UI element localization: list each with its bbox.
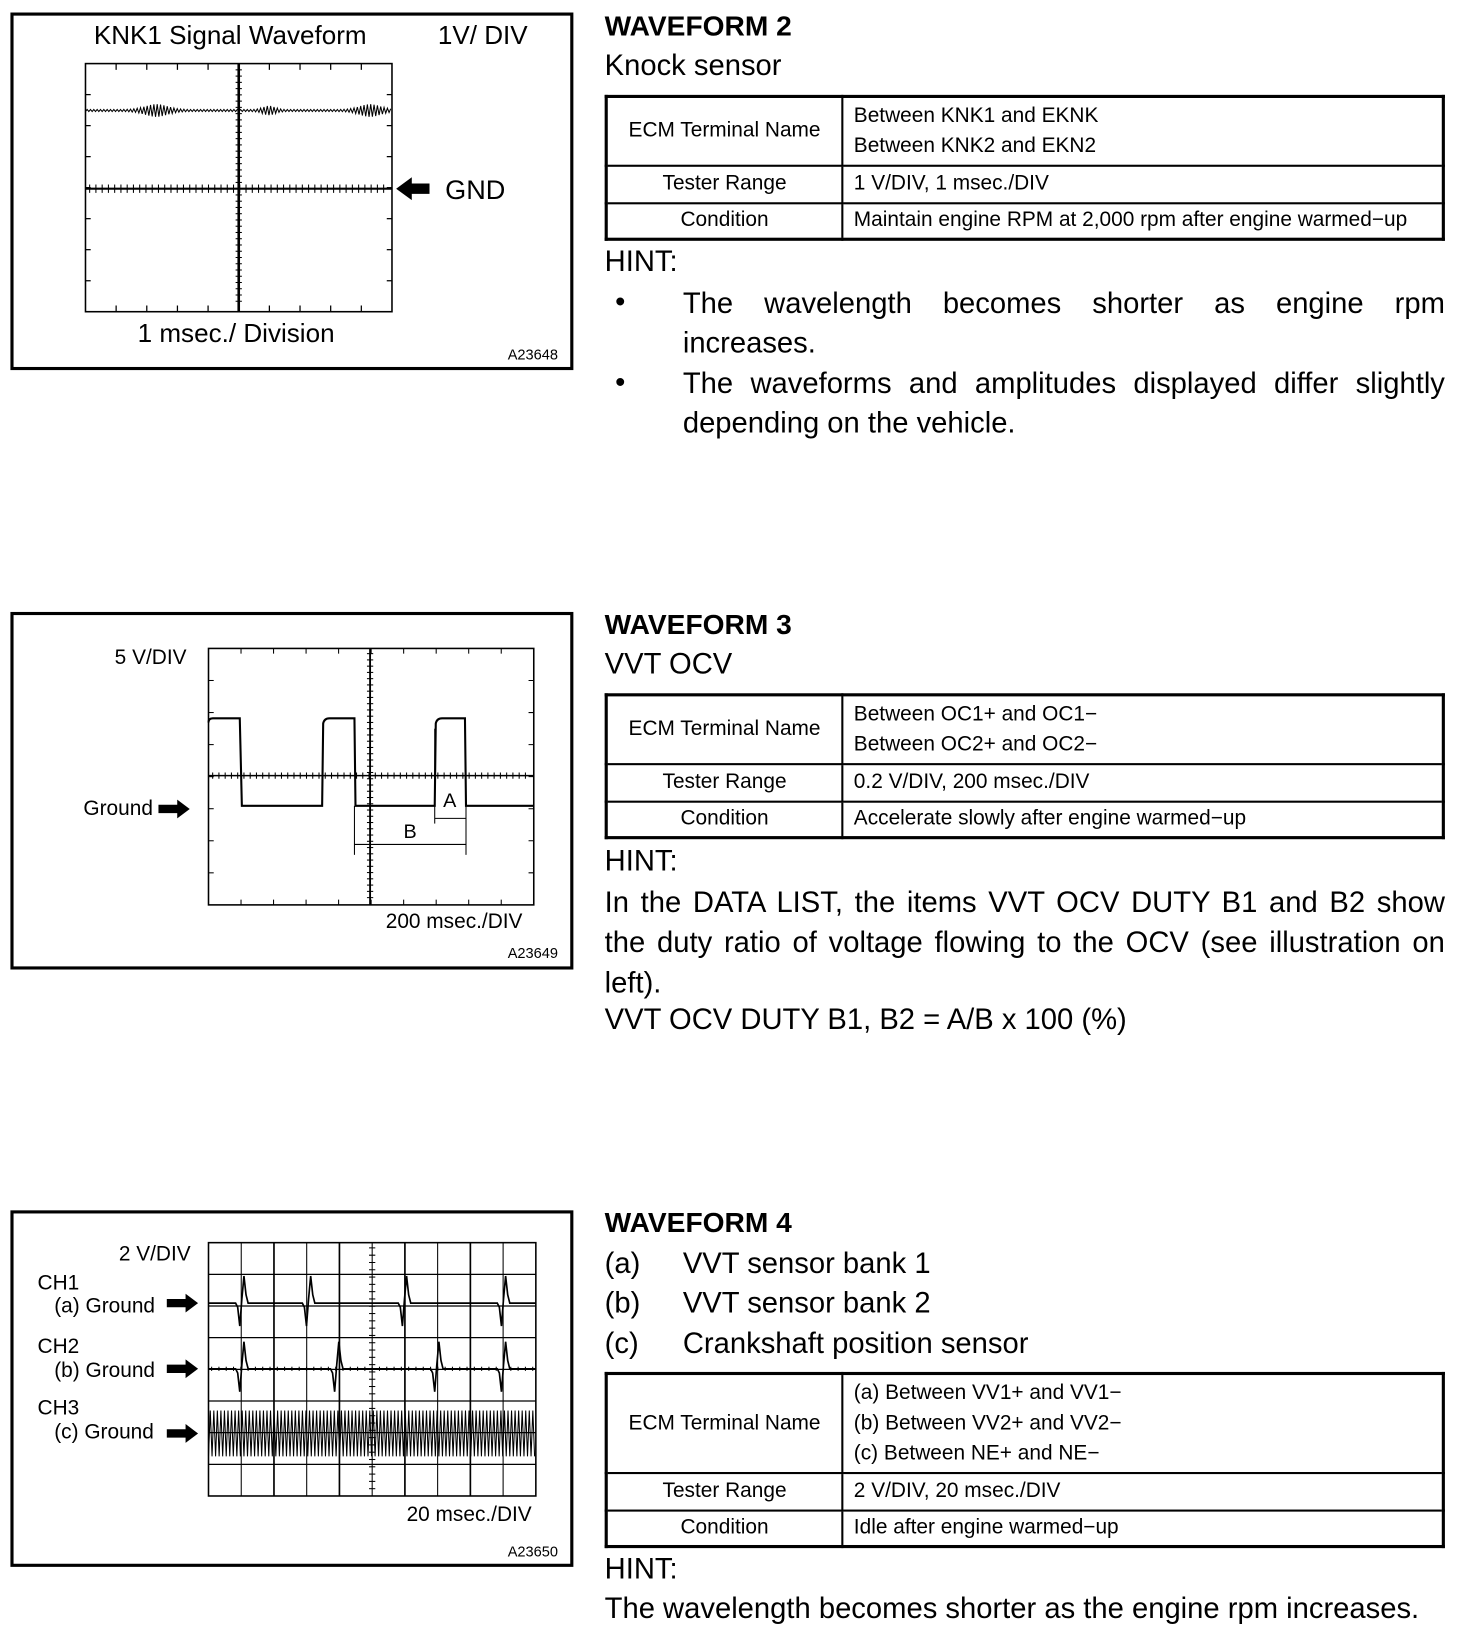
dimension-a-label: A [443, 790, 457, 813]
value-tester-range: 1 V/DIV, 1 msec./DIV [842, 165, 1443, 203]
value-ecm-terminal [842, 1373, 1443, 1472]
label-ecm-terminal: ECM Terminal Name [606, 695, 842, 764]
item-text: VVT sensor bank 1 [682, 1246, 931, 1280]
waveform2-heading: WAVEFORM 2 [604, 10, 792, 42]
value-line: (c) Between NE+ and NE− [853, 1441, 1100, 1465]
ch3-ground-arrow-icon [167, 1424, 198, 1443]
hint-bullet: The waveforms and amplitudes displayed differ slightly depending on the vehicle. [682, 366, 1445, 440]
hint-label: HINT: [604, 1552, 678, 1585]
time-division-label: 1 msec./ Division [137, 319, 335, 349]
bullet-icon: • [615, 285, 626, 318]
figure-scale: 5 V/DIV [114, 646, 187, 670]
ocv-waveform-plot [0, 599, 584, 974]
ground-arrow-icon [158, 800, 189, 819]
label-ecm-terminal: ECM Terminal Name [606, 96, 842, 165]
duty-formula: VVT OCV DUTY B1, B2 = A/B x 100 (%) [604, 1002, 1127, 1036]
value-condition: Maintain engine RPM at 2,000 rpm after engine warmed−up [842, 203, 1443, 239]
ch3-label: CH3 [37, 1396, 80, 1420]
hint-text: In the DATA LIST, the items VVT OCV DUTY B1 and B2 show the duty ratio of voltage flowing to the OCV (see illustration on left). [604, 886, 1445, 999]
ch1-label: CH1 [37, 1271, 80, 1295]
label-tester-range: Tester Range [606, 165, 842, 203]
figure-id: A23648 [507, 346, 559, 363]
label-condition: Condition [606, 203, 842, 239]
waveform2-subtitle: Knock sensor [604, 48, 782, 82]
item-text: VVT sensor bank 2 [682, 1286, 931, 1319]
ch2-label: CH2 [37, 1335, 80, 1359]
label-tester-range: Tester Range [606, 764, 842, 802]
value-line: (a) Between VV1+ and VV1− [853, 1381, 1122, 1404]
figure-id: A23649 [507, 944, 559, 962]
hint-text: The wavelength becomes shorter as the engine rpm increases. [604, 1591, 1420, 1625]
item-text: Crankshaft position sensor [682, 1327, 1029, 1360]
label-condition: Condition [606, 801, 842, 837]
value-ecm-terminal [842, 695, 1443, 764]
ch1-ground-label: (a) Ground [54, 1294, 156, 1318]
item-marker: (a) [604, 1246, 641, 1280]
hint-label: HINT: [604, 844, 678, 877]
value-condition: Accelerate slowly after engine warmed−up [842, 801, 1443, 837]
value-tester-range: 0.2 V/DIV, 200 msec./DIV [842, 764, 1443, 802]
value-condition: Idle after engine warmed−up [842, 1510, 1443, 1546]
waveform3-subtitle: VVT OCV [604, 647, 733, 680]
ch3-signal-trace [209, 1411, 535, 1457]
label-ecm-terminal: ECM Terminal Name [606, 1373, 842, 1472]
value-line: (b) Between VV2+ and VV2− [853, 1411, 1122, 1435]
gnd-label: GND [445, 174, 506, 206]
time-division-label: 200 msec./DIV [385, 910, 523, 934]
ch1-ground-arrow-icon [167, 1294, 198, 1313]
label-tester-range: Tester Range [606, 1473, 842, 1511]
waveform4-heading: WAVEFORM 4 [604, 1207, 792, 1239]
ch2-ground-label: (b) Ground [54, 1359, 156, 1383]
value-ecm-terminal [842, 96, 1443, 165]
time-division-label: 20 msec./DIV [406, 1503, 532, 1527]
label-condition: Condition [606, 1510, 842, 1546]
value-line: Between OC1+ and OC1− [853, 702, 1098, 726]
item-marker: (b) [604, 1286, 641, 1319]
figure-scale: 2 V/DIV [118, 1242, 191, 1266]
waveform3-spec-table [605, 693, 1445, 839]
ch3-ground-label: (c) Ground [54, 1420, 154, 1444]
knock-waveform-plot [0, 0, 584, 375]
waveform3-heading: WAVEFORM 3 [604, 608, 792, 641]
value-tester-range: 2 V/DIV, 20 msec./DIV [842, 1473, 1443, 1511]
hint-bullet: The wavelength becomes shorter as engine rpm increases. [682, 286, 1445, 359]
waveform4-spec-table [605, 1372, 1445, 1548]
ocv-signal-trace [209, 718, 534, 806]
ch2-ground-arrow-icon [167, 1359, 198, 1378]
dimension-b-label: B [403, 821, 417, 844]
figure-scale: 1V/ DIV [437, 20, 528, 51]
bullet-icon: • [615, 365, 626, 399]
hint-label: HINT: [604, 244, 678, 278]
figure-id: A23650 [507, 1542, 559, 1560]
vvt-waveform-plot [0, 1199, 584, 1574]
value-line: Between KNK1 and EKNK [853, 103, 1099, 127]
item-marker: (c) [604, 1327, 639, 1360]
ground-label: Ground [83, 797, 153, 821]
gnd-arrow-icon [396, 177, 429, 200]
value-line: Between OC2+ and OC2− [853, 732, 1098, 756]
waveform2-spec-table [605, 95, 1445, 241]
figure-title: KNK1 Signal Waveform [93, 20, 367, 51]
value-line: Between KNK2 and EKN2 [853, 134, 1097, 158]
